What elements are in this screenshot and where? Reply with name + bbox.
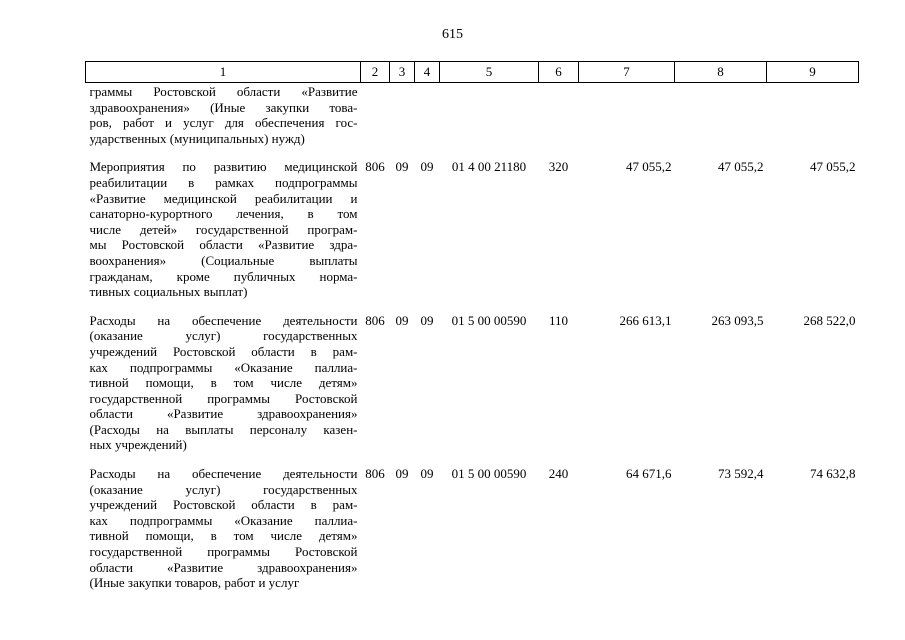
description-line: ках подпрограммы «Оказание паллиа- bbox=[89, 359, 358, 375]
header-col-8: 8 bbox=[675, 62, 767, 83]
description-line: Расходы на обеспечение деятельности bbox=[89, 312, 358, 328]
header-col-2: 2 bbox=[361, 62, 390, 83]
code-expense-type: 240 bbox=[548, 466, 569, 482]
description-line: Расходы на обеспечение деятельности bbox=[89, 466, 358, 482]
description-line: учреждений Ростовской области в рам- bbox=[89, 497, 358, 513]
description-line: реабилитации в рамках подпрограммы bbox=[89, 174, 358, 190]
code-target-article: 01 5 00 00590 bbox=[451, 466, 527, 482]
code-ministry: 806 bbox=[365, 312, 385, 328]
amount-year-3: 268 522,0 bbox=[803, 312, 856, 328]
code-section: 09 bbox=[395, 312, 409, 328]
code-subsection: 09 bbox=[420, 312, 434, 328]
header-col-4: 4 bbox=[415, 62, 440, 83]
description-line: гражданам, кроме публичных норма- bbox=[89, 268, 358, 284]
header-row bbox=[86, 62, 859, 83]
description-line: воохранения» (Социальные выплаты bbox=[89, 252, 358, 268]
description-line: здравоохранения» (Иные закупки това- bbox=[89, 99, 358, 115]
amount-year-2: 73 592,4 bbox=[718, 466, 764, 482]
code-section: 09 bbox=[395, 159, 409, 175]
table-row bbox=[86, 460, 859, 598]
header-col-5: 5 bbox=[440, 62, 539, 83]
row-description bbox=[86, 307, 361, 460]
description-line: «Развитие медицинской реабилитации и bbox=[89, 190, 358, 206]
code-subsection: 09 bbox=[420, 466, 434, 482]
amount-year-3: 74 632,8 bbox=[810, 466, 856, 482]
description-line: ров, работ и услуг для обеспечения гос- bbox=[89, 115, 358, 131]
table-row bbox=[86, 83, 859, 154]
row-description bbox=[86, 153, 361, 306]
amount-year-1: 47 055,2 bbox=[626, 159, 672, 175]
amount-year-2 bbox=[675, 83, 767, 154]
description-line: (Иные закупки товаров, работ и услуг bbox=[89, 575, 300, 591]
amount-year-2: 263 093,5 bbox=[711, 312, 764, 328]
header-col-7: 7 bbox=[579, 62, 675, 83]
code-ministry bbox=[361, 83, 390, 154]
description-line: мы Ростовской области «Развитие здра- bbox=[89, 237, 358, 253]
code-section: 09 bbox=[395, 466, 409, 482]
amount-year-3: 47 055,2 bbox=[810, 159, 856, 175]
code-target-article: 01 5 00 00590 bbox=[451, 312, 527, 328]
code-subsection bbox=[415, 83, 440, 154]
description-line: (Расходы на выплаты персоналу казен- bbox=[89, 421, 358, 437]
code-section bbox=[390, 83, 415, 154]
amount-year-2: 47 055,2 bbox=[718, 159, 764, 175]
description-line: области «Развитие здравоохранения» bbox=[89, 559, 358, 575]
description-line: (оказание услуг) государственных bbox=[89, 328, 358, 344]
code-ministry: 806 bbox=[365, 466, 385, 482]
header-col-6: 6 bbox=[539, 62, 579, 83]
description-line: тивной помощи, в том числе детям» bbox=[89, 375, 358, 391]
budget-table bbox=[85, 61, 859, 598]
description-line: граммы Ростовской области «Развитие bbox=[89, 84, 358, 99]
table-row bbox=[86, 153, 859, 306]
description-line: ударственных (муниципальных) нужд) bbox=[89, 130, 305, 146]
row-description bbox=[86, 83, 361, 154]
description-line: области «Развитие здравоохранения» bbox=[89, 406, 358, 422]
description-line: тивных социальных выплат) bbox=[89, 284, 248, 300]
description-line: санаторно-курортного лечения, в том bbox=[89, 206, 358, 222]
description-line: ках подпрограммы «Оказание паллиа- bbox=[89, 512, 358, 528]
header-col-9: 9 bbox=[767, 62, 859, 83]
code-expense-type: 320 bbox=[548, 159, 569, 175]
header-col-3: 3 bbox=[390, 62, 415, 83]
amount-year-3 bbox=[767, 83, 859, 154]
code-ministry: 806 bbox=[365, 159, 385, 175]
description-line: государственной программы Ростовской bbox=[89, 544, 358, 560]
code-expense-type bbox=[539, 83, 579, 154]
table-row bbox=[86, 307, 859, 460]
description-line: государственной программы Ростовской bbox=[89, 390, 358, 406]
description-line: (оказание услуг) государственных bbox=[89, 481, 358, 497]
amount-year-1: 266 613,1 bbox=[619, 312, 672, 328]
page-number: 615 bbox=[442, 27, 463, 42]
description-line: числе детей» государственной програм- bbox=[89, 221, 358, 237]
description-line: ных учреждений) bbox=[89, 437, 187, 453]
description-line: учреждений Ростовской области в рам- bbox=[89, 343, 358, 359]
code-target-article: 01 4 00 21180 bbox=[451, 159, 527, 175]
amount-year-1: 64 671,6 bbox=[626, 466, 672, 482]
description-line: Мероприятия по развитию медицинской bbox=[89, 159, 358, 175]
code-target-article bbox=[440, 83, 539, 154]
code-expense-type: 110 bbox=[548, 312, 569, 328]
code-subsection: 09 bbox=[420, 159, 434, 175]
row-description bbox=[86, 460, 361, 598]
header-col-1: 1 bbox=[86, 62, 361, 83]
amount-year-1 bbox=[579, 83, 675, 154]
description-line: тивной помощи, в том числе детям» bbox=[89, 528, 358, 544]
